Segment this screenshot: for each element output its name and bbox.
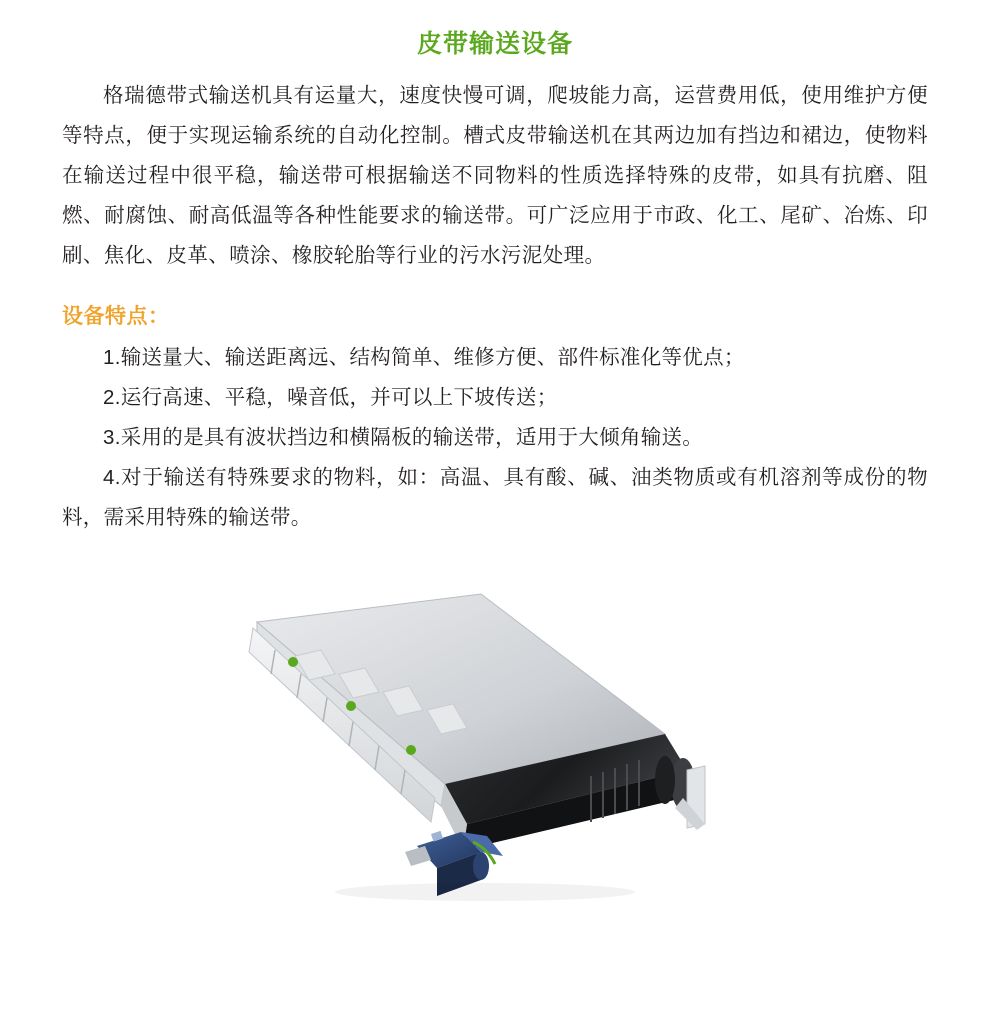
features-heading: 设备特点：: [62, 305, 170, 328]
belt-conveyor-photo: [62, 584, 928, 914]
list-item: 3.采用的是具有波状挡边和横隔板的输送带，适用于大倾角输送。: [103, 426, 704, 449]
belt-conveyor-illustration: [235, 584, 755, 904]
intro-paragraph: 格瑞德带式输送机具有运量大，速度快慢可调，爬坡能力高，运营费用低，使用维护方便等特点，便于实现运输系统的自动化控制。槽式皮带输送机在其两边加有挡边和裙边，使物料在输送过程中很平稳，输送带可根据输送不同物料的性质选择特殊的皮带，如具有抗磨、阻燃、耐腐蚀、耐高低温等各种性能要求的输送带。可广泛应用于市政、化工、尾矿、冶炼、印刷、焦化、皮革、喷涂、橡胶轮胎等行业的污水污泥处理。: [62, 84, 928, 267]
page-title: 皮带输送设备: [416, 30, 573, 58]
list-item: 2.运行高速、平稳，噪音低，并可以上下坡传送；: [103, 386, 558, 409]
features-list: [62, 338, 928, 538]
list-item: 4.对于输送有特殊要求的物料，如：高温、具有酸、碱、油类物质或有机溶剂等成份的物料，需采用特殊的输送带。: [62, 466, 928, 529]
list-item: 1.输送量大、输送距离远、结构简单、维修方便、部件标准化等优点；: [103, 346, 745, 369]
